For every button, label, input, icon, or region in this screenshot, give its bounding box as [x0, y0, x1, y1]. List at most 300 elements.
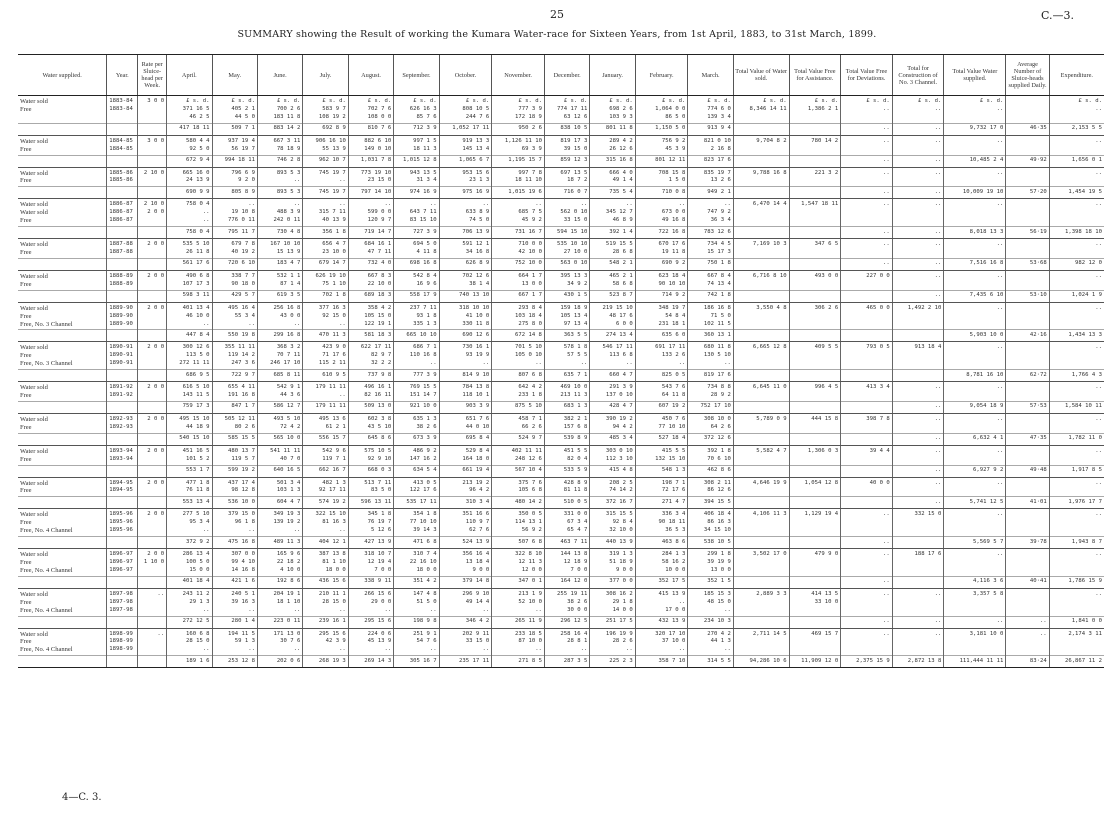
value-cell: 667 8 4 74 13 4	[688, 270, 733, 290]
value-cell: 183 4 7	[257, 258, 302, 270]
value-cell: 694 5 0 4 11 8	[394, 239, 439, 259]
value-cell: ..	[944, 167, 1006, 187]
column-header: August.	[348, 55, 393, 96]
value-cell: 223 0 11	[257, 616, 302, 628]
value-cell: 56·19	[1006, 227, 1049, 239]
value-cell	[1006, 167, 1049, 187]
value-cell: 883 14 2	[257, 123, 302, 135]
value-cell	[733, 187, 789, 199]
value-cell	[789, 433, 841, 445]
value-cell: 635 7 1	[544, 370, 589, 382]
value-cell	[892, 330, 944, 342]
value-cell: 596 13 11	[348, 497, 393, 509]
value-cell: 708 15 8 1 5 0	[635, 167, 688, 187]
value-cell	[138, 330, 167, 342]
value-cell: 1,015 19 6	[492, 187, 545, 199]
value-cell: 814 9 10	[439, 370, 492, 382]
value-cell: 198 7 1 72 17 6	[635, 477, 688, 497]
value-cell: 469 15 7	[789, 628, 841, 656]
value-cell: 179 11 11	[303, 401, 348, 413]
value-cell: 656 4 7 23 10 0	[303, 239, 348, 259]
value-cell: 421 1 6	[212, 576, 257, 588]
value-cell: 697 13 5 18 7 2	[544, 167, 589, 187]
value-cell: 953 15 6 23 1 3	[439, 167, 492, 187]
value-cell: 716 0 7	[544, 187, 589, 199]
value-cell: 204 19 1 18 1 10 ..	[257, 588, 302, 616]
value-cell: 225 2 3	[590, 656, 635, 668]
value-cell: 745 19 7 ..	[303, 167, 348, 187]
value-cell: 2 0 0	[138, 477, 167, 497]
value-cell: 368 3 2 70 7 11 246 17 10	[257, 342, 302, 370]
value-cell	[1006, 509, 1049, 537]
value-cell: 651 7 6 44 0 10	[439, 413, 492, 433]
value-cell: 838 10 5	[544, 123, 589, 135]
total-row	[18, 258, 1104, 270]
column-header: December.	[544, 55, 589, 96]
total-row	[18, 401, 1104, 413]
value-cell: £ s. d. 774 17 11 63 12 6	[544, 96, 589, 124]
value-cell	[892, 370, 944, 382]
value-cell: 730 16 1 93 19 9 ..	[439, 342, 492, 370]
value-cell: 428 8 9 81 11 8	[544, 477, 589, 497]
value-cell: 769 15 5 151 14 7	[394, 382, 439, 402]
value-cell: 392 1 4	[590, 227, 635, 239]
value-cell: 626 8 9	[439, 258, 492, 270]
value-cell: 903 3 9	[439, 401, 492, 413]
value-cell: .. 685 7 5 45 9 2	[492, 199, 545, 227]
value-cell: 210 11 1 28 15 0 ..	[303, 588, 348, 616]
value-cell: 594 15 10	[544, 227, 589, 239]
value-cell: 272 12 5	[167, 616, 212, 628]
total-row	[18, 576, 1104, 588]
value-cell	[733, 576, 789, 588]
value-cell: £ s. d. ..	[944, 96, 1006, 124]
value-cell: 306 2 6	[789, 302, 841, 330]
value-cell: £ s. d. ..	[1049, 96, 1104, 124]
value-cell: 3,181 10 0	[944, 628, 1006, 656]
value-cell: 291 3 9 137 0 10	[590, 382, 635, 402]
value-cell: ..	[1006, 628, 1049, 656]
value-cell: 523 8 7	[590, 290, 635, 302]
value-cell: 319 1 3 51 18 9 9 0 0	[590, 549, 635, 577]
year-cell: 1890-91 1890-91 1890-91	[107, 342, 138, 370]
table-row	[18, 342, 1104, 370]
value-cell: 524 9 7	[492, 433, 545, 445]
value-cell: ..	[841, 628, 893, 656]
value-cell: 83·24	[1006, 656, 1049, 668]
water-supplied-cell: Water sold Free	[20, 169, 48, 185]
value-cell: 377 0 0	[590, 576, 635, 588]
value-cell: 759 17 3	[167, 401, 212, 413]
value-cell: 477 1 8 76 11 8	[167, 477, 212, 497]
value-cell: 165 9 6 22 18 2 4 10 0	[257, 549, 302, 577]
value-cell: 303 0 10 112 3 10	[590, 445, 635, 465]
value-cell: 742 1 8	[688, 290, 733, 302]
value-cell: .. 599 0 0 120 9 7	[348, 199, 393, 227]
value-cell: ..	[1049, 588, 1104, 616]
column-header: January.	[590, 55, 635, 96]
value-cell: 6,927 9 2	[944, 465, 1006, 477]
value-cell: 997 1 5 18 11 3	[394, 135, 439, 155]
value-cell: 322 15 10 81 16 3 ..	[303, 509, 348, 537]
value-cell: 39·78	[1006, 537, 1049, 549]
year-cell: 1897-98 1897-98 1897-98	[107, 588, 138, 616]
value-cell: 471 6 8	[394, 537, 439, 549]
value-cell: 372 12 6	[688, 433, 733, 445]
value-cell: 524 13 9	[439, 537, 492, 549]
value-cell: 39 4 4	[841, 445, 893, 465]
value-cell: 921 10 0	[394, 401, 439, 413]
value-cell: 558 17 9	[394, 290, 439, 302]
value-cell: 26,867 11 2	[1049, 656, 1104, 668]
table-row	[18, 167, 1104, 187]
value-cell: 213 19 2 96 4 2	[439, 477, 492, 497]
water-supplied-cell: Water sold Free	[20, 447, 48, 463]
value-cell: £ s. d. 777 3 9 172 18 9	[492, 96, 545, 124]
value-cell: 377 16 3 92 15 0 ..	[303, 302, 348, 330]
value-cell: 493 5 10 72 4 2	[257, 413, 302, 433]
value-cell: ..	[944, 549, 1006, 577]
value-cell: 5,789 0 9	[733, 413, 789, 433]
value-cell: ..	[1049, 445, 1104, 465]
column-header: Expenditure.	[1049, 55, 1104, 96]
value-cell: ..	[841, 155, 893, 167]
value-cell: 235 17 11	[439, 656, 492, 668]
value-cell: 346 4 2	[439, 616, 492, 628]
water-supplied-cell	[18, 155, 107, 167]
value-cell: 409 5 5	[789, 342, 841, 370]
column-header: Total Value Water supplied.	[944, 55, 1006, 96]
column-header: Average Number of Sluice-heads supplied Daily.	[1006, 55, 1049, 96]
value-cell: 684 16 1 47 7 11	[348, 239, 393, 259]
total-row	[18, 370, 1104, 382]
value-cell: 540 15 10	[167, 433, 212, 445]
value-cell: 635 1 3 38 2 6	[394, 413, 439, 433]
value-cell: 458 7 1 66 2 6	[492, 413, 545, 433]
value-cell	[138, 497, 167, 509]
value-cell: ..	[1049, 509, 1104, 537]
value-cell: 734 8 8 28 9 2	[688, 382, 733, 402]
value-cell: ..	[892, 497, 944, 509]
value-cell: 479 9 0	[789, 549, 841, 577]
value-cell: 1,782 11 0	[1049, 433, 1104, 445]
value-cell: 351 4 2	[394, 576, 439, 588]
value-cell: .. 643 7 11 83 15 10	[394, 199, 439, 227]
value-cell: 406 18 4 86 16 3 34 15 10	[688, 509, 733, 537]
value-cell: 821 0 10 2 16 8	[688, 135, 733, 155]
water-supplied-cell	[18, 656, 107, 668]
value-cell: 1,434 13 3	[1049, 330, 1104, 342]
year-cell: 1884-85 1884-85	[107, 135, 138, 155]
value-cell: 62·72	[1006, 370, 1049, 382]
value-cell: ..	[1049, 302, 1104, 330]
value-cell: 320 17 10 37 10 0 ..	[635, 628, 688, 656]
value-cell: 382 2 1 157 6 8	[544, 413, 589, 433]
value-cell: 53·10	[1006, 290, 1049, 302]
column-header: Total for Construction of No. 3 Channel.	[892, 55, 944, 96]
value-cell	[789, 465, 841, 477]
value-cell: 2,872 13 8	[892, 656, 944, 668]
value-cell: 167 10 10 15 13 9	[257, 239, 302, 259]
value-cell: 546 17 11 113 6 8 ..	[590, 342, 635, 370]
value-cell: 538 10 5	[688, 537, 733, 549]
value-cell	[1006, 445, 1049, 465]
value-cell: 284 1 3 58 16 2 10 0 0	[635, 549, 688, 577]
value-cell: 94,286 10 6	[733, 656, 789, 668]
value-cell: 192 8 6	[257, 576, 302, 588]
value-cell: 345 1 8 76 19 7 5 12 6	[348, 509, 393, 537]
value-cell: ..	[892, 465, 944, 477]
value-cell: 450 7 6 77 10 10	[635, 413, 688, 433]
year-cell: 1896-97 1896-97 1896-97	[107, 549, 138, 577]
value-cell: 542 9 1 44 3 6	[257, 382, 302, 402]
value-cell: 159 18 9 105 13 4 97 13 4	[544, 302, 589, 330]
value-cell: ..	[944, 509, 1006, 537]
value-cell: ..	[892, 258, 944, 270]
value-cell	[733, 290, 789, 302]
value-cell: 735 5 4	[590, 187, 635, 199]
value-cell: 722 9 7	[212, 370, 257, 382]
value-cell: 702 12 6 38 1 4	[439, 270, 492, 290]
value-cell: 47·35	[1006, 433, 1049, 445]
value-cell	[733, 433, 789, 445]
value-cell: 395 13 3 34 9 2	[544, 270, 589, 290]
value-cell: 672 9 4	[167, 155, 212, 167]
value-cell: 539 8 9	[544, 433, 589, 445]
total-row	[18, 656, 1104, 668]
value-cell	[1006, 342, 1049, 370]
value-cell: 835 19 7 13 2 6	[688, 167, 733, 187]
value-cell: 913 18 4	[892, 342, 944, 370]
value-cell: ..	[892, 628, 944, 656]
value-cell: 702 1 8	[303, 290, 348, 302]
value-cell: 392 1 8 70 6 10	[688, 445, 733, 465]
water-supplied-cell: Water sold Free Free, No. 4 Channel	[20, 590, 73, 614]
column-header: November.	[492, 55, 545, 96]
value-cell: ..	[841, 258, 893, 270]
value-cell: 375 7 6 105 6 8	[492, 477, 545, 497]
water-supplied-cell	[18, 330, 107, 342]
value-cell: 801 12 11	[635, 155, 688, 167]
value-cell: ..	[841, 537, 893, 549]
value-cell: 331 0 0 67 3 4 65 4 7	[544, 509, 589, 537]
column-header: Total Value Free for Deviations.	[841, 55, 893, 96]
value-cell	[789, 155, 841, 167]
value-cell: 240 5 1 39 16 3 ..	[212, 588, 257, 616]
value-cell: 299 16 8	[257, 330, 302, 342]
value-cell: £ s. d. 1,064 0 0 86 5 0	[635, 96, 688, 124]
value-cell: ..	[138, 628, 167, 656]
water-supplied-cell: Water sold Free	[20, 415, 48, 431]
table-row	[18, 199, 1104, 227]
value-cell: 2,153 5 5	[1049, 123, 1104, 135]
value-cell: 243 11 2 29 1 3 ..	[167, 588, 212, 616]
value-cell	[138, 187, 167, 199]
value-cell: 430 1 5	[544, 290, 589, 302]
year-cell	[107, 656, 138, 668]
value-cell: 1,126 11 10 69 3 9	[492, 135, 545, 155]
value-cell: 793 0 5	[841, 342, 893, 370]
value-cell: 661 19 4	[439, 465, 492, 477]
value-cell	[138, 433, 167, 445]
value-cell: ..	[944, 342, 1006, 370]
value-cell: 251 17 5	[590, 616, 635, 628]
value-cell: £ s. d. 774 6 0 139 3 4	[688, 96, 733, 124]
column-header: Year.	[107, 55, 138, 96]
value-cell: 591 12 1 34 16 8	[439, 239, 492, 259]
value-cell: 893 5 3 ..	[257, 167, 302, 187]
year-cell	[107, 330, 138, 342]
value-cell: ..	[892, 477, 944, 497]
value-cell: 563 0 10	[544, 258, 589, 270]
value-cell: 482 1 3 92 17 11	[303, 477, 348, 497]
value-cell: 379 14 8	[439, 576, 492, 588]
value-cell	[789, 497, 841, 509]
year-cell: 1898-99 1898-99 1898-99	[107, 628, 138, 656]
value-cell: 40 0 0	[841, 477, 893, 497]
value-cell: 598 3 11	[167, 290, 212, 302]
value-cell: 160 6 8 28 15 0 ..	[167, 628, 212, 656]
water-supplied-cell: Water sold Free	[20, 479, 48, 495]
water-supplied-cell	[18, 401, 107, 413]
value-cell: ..	[841, 588, 893, 616]
value-cell: 4,116 3 6	[944, 576, 1006, 588]
value-cell: 352 1 5	[688, 576, 733, 588]
value-cell: 2 0 0	[138, 270, 167, 290]
value-cell: 322 8 10 12 11 3 12 0 0	[492, 549, 545, 577]
value-cell: ..	[138, 588, 167, 616]
value-cell: 666 4 0 49 1 4	[590, 167, 635, 187]
value-cell: 6,716 8 10	[733, 270, 789, 290]
value-cell: 3 0 0	[138, 135, 167, 155]
value-cell: 202 0 6	[257, 656, 302, 668]
value-cell: 387 13 8 81 1 10 18 0 0	[303, 549, 348, 577]
table-row	[18, 302, 1104, 330]
water-supplied-cell: Water sold Free Free, No. 4 Channel	[20, 630, 73, 654]
value-cell: 750 1 8	[688, 258, 733, 270]
value-cell: 475 16 8	[212, 537, 257, 549]
value-cell: 352 17 5	[635, 576, 688, 588]
water-supplied-cell	[18, 258, 107, 270]
value-cell: 164 12 0	[544, 576, 589, 588]
water-supplied-cell: Water sold Free	[20, 384, 48, 400]
table-body	[18, 96, 1104, 668]
value-cell: 507 6 8	[492, 537, 545, 549]
value-cell: 2 0 0	[138, 239, 167, 259]
value-cell: 548 2 1	[590, 258, 635, 270]
value-cell: 645 8 6	[348, 433, 393, 445]
table-row	[18, 135, 1104, 155]
value-cell: 7,435 6 10	[944, 290, 1006, 302]
value-cell: ..	[892, 155, 944, 167]
value-cell: .. 747 9 2 36 3 4	[688, 199, 733, 227]
value-cell: 913 9 4	[688, 123, 733, 135]
value-cell	[892, 576, 944, 588]
column-header: July.	[303, 55, 348, 96]
value-cell: 662 16 7	[303, 465, 348, 477]
value-cell	[789, 401, 841, 413]
value-cell: ..	[841, 167, 893, 187]
year-cell: 1887-88 1887-88	[107, 239, 138, 259]
value-cell: 1,195 15 7	[492, 155, 545, 167]
year-cell: 1894-95 1894-95	[107, 477, 138, 497]
value-cell	[841, 370, 893, 382]
value-cell: 5,903 10 0	[944, 330, 1006, 342]
value-cell: £ s. d. 1,386 2 1	[789, 96, 841, 124]
value-cell: 224 0 6 45 13 9 ..	[348, 628, 393, 656]
water-supplied-cell: Water sold Free Free, No. 3 Channel	[20, 304, 73, 328]
value-cell: 234 10 3	[688, 616, 733, 628]
value-cell: 2 0 0	[138, 302, 167, 330]
value-cell: 943 13 5 31 3 4	[394, 167, 439, 187]
value-cell: 49·92	[1006, 155, 1049, 167]
value-cell: ..	[841, 576, 893, 588]
value-cell: 690 9 9	[167, 187, 212, 199]
value-cell: 440 13 9	[590, 537, 635, 549]
value-cell: 1,766 4 3	[1049, 370, 1104, 382]
value-cell: 1,065 6 7	[439, 155, 492, 167]
column-header: April.	[167, 55, 212, 96]
value-cell: 9,788 16 8	[733, 167, 789, 187]
value-cell: 730 4 8	[257, 227, 302, 239]
table-row	[18, 413, 1104, 433]
value-cell: 875 5 10	[492, 401, 545, 413]
year-cell	[107, 616, 138, 628]
value-cell	[1006, 549, 1049, 577]
total-row	[18, 227, 1104, 239]
water-supplied-cell	[18, 370, 107, 382]
value-cell: 42·16	[1006, 330, 1049, 342]
value-cell: 194 11 5 59 1 3 ..	[212, 628, 257, 656]
value-cell: £ s. d. 405 2 1 44 5 0	[212, 96, 257, 124]
value-cell: 731 16 7	[492, 227, 545, 239]
value-cell	[733, 330, 789, 342]
column-header: October.	[439, 55, 492, 96]
value-cell: 823 17 6	[688, 155, 733, 167]
value-cell: 805 8 9	[212, 187, 257, 199]
value-cell: 752 10 0	[492, 258, 545, 270]
value-cell: 2,375 15 9	[841, 656, 893, 668]
value-cell: 655 4 11 191 16 8	[212, 382, 257, 402]
value-cell: 906 16 10 55 13 9	[303, 135, 348, 155]
value-cell: 550 19 8	[212, 330, 257, 342]
year-cell: 1885-86 1885-86	[107, 167, 138, 187]
value-cell: 265 11 9	[492, 616, 545, 628]
value-cell: ..	[892, 616, 944, 628]
value-cell: 1,976 17 7	[1049, 497, 1104, 509]
value-cell: 277 5 10 95 3 4 ..	[167, 509, 212, 537]
total-row	[18, 155, 1104, 167]
value-cell: 390 19 2 94 4 2	[590, 413, 635, 433]
page-title: SUMMARY showing the Result of working the Kumara Water-race for Sixteen Years, from 1st April, 1883, to 31st March, 1899.	[237, 29, 877, 40]
value-cell: 2 0 0	[138, 382, 167, 402]
value-cell: 1,054 12 8	[789, 477, 841, 497]
value-cell: 535 10 10 27 10 0	[544, 239, 589, 259]
summary-table	[18, 54, 1104, 668]
value-cell: 1,547 18 11	[789, 199, 841, 227]
value-cell: 111,444 11 11	[944, 656, 1006, 668]
value-cell	[733, 465, 789, 477]
year-cell	[107, 227, 138, 239]
value-cell: 255 19 11 38 2 6 30 0 0	[544, 588, 589, 616]
value-cell: 974 16 9	[394, 187, 439, 199]
value-cell: 580 4 4 92 5 0	[167, 135, 212, 155]
water-supplied-cell	[18, 187, 107, 199]
value-cell: ..	[944, 477, 1006, 497]
value-cell: 355 11 11 119 14 2 247 3 6	[212, 342, 257, 370]
value-cell: £ s. d. 371 16 5 46 2 5	[167, 96, 212, 124]
value-cell: 318 10 7 12 19 4 7 0 0	[348, 549, 393, 577]
